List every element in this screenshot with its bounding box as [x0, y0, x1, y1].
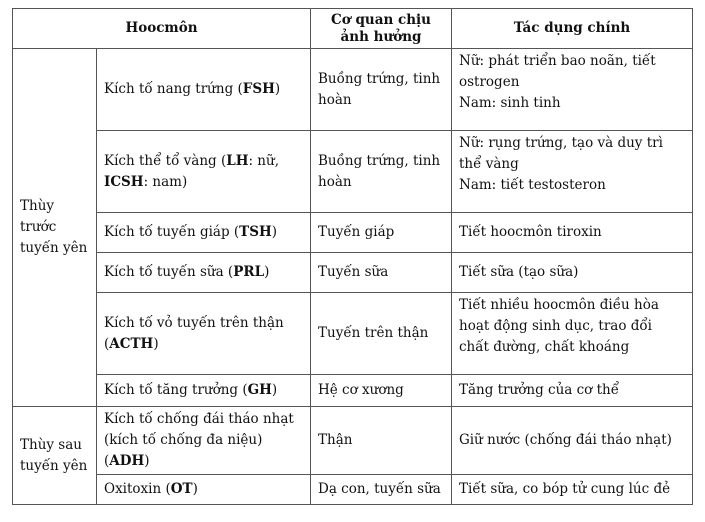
organ-cell: Buồng trứng, tinh hoàn	[311, 131, 452, 213]
organ-cell: Dạ con, tuyến sữa	[311, 475, 452, 505]
effect-cell: Tiết sữa, co bóp tử cung lúc đẻ	[452, 475, 693, 505]
table-row	[13, 131, 693, 213]
hormone-cell: Kích tố nang trứng (FSH)	[97, 49, 311, 131]
hormone-cell: Kích tố tuyến giáp (TSH)	[97, 213, 311, 253]
hormone-abbr: ADH	[109, 453, 145, 469]
header-effect: Tác dụng chính	[452, 9, 693, 49]
header-hormone: Hoocmôn	[13, 9, 311, 49]
hormone-abbr: PRL	[233, 264, 265, 280]
hormone-abbr: TSH	[239, 224, 272, 240]
organ-cell: Tuyến trên thận	[311, 293, 452, 375]
table-row	[13, 375, 693, 407]
hormone-abbr: FSH	[242, 81, 275, 97]
effect-cell: Giữ nước (chống đái tháo nhạt)	[452, 407, 693, 475]
organ-cell: Buồng trứng, tinh hoàn	[311, 49, 452, 131]
hormone-cell: Kích tố chống đái tháo nhạt (kích tố chống đa niệu) (ADH)	[97, 407, 311, 475]
table-row	[13, 475, 693, 505]
table-row	[13, 213, 693, 253]
hormone-cell: Kích tố vỏ tuyến trên thận (ACTH)	[97, 293, 311, 375]
hormone-cell: Oxitoxin (OT)	[97, 475, 311, 505]
table-row	[13, 407, 693, 475]
hormone-cell: Kích thể tổ vàng (LH: nữ, ICSH: nam)	[97, 131, 311, 213]
hormone-cell: Kích tố tăng trưởng (GH)	[97, 375, 311, 407]
group-anterior-pituitary: Thùy trước tuyến yên	[13, 49, 97, 407]
effect-cell: Nữ: phát triển bao noãn, tiết ostrogen Nam: sinh tinh	[452, 49, 693, 131]
hormone-abbr: LH	[226, 152, 249, 169]
hormone-table	[12, 8, 693, 505]
effect-cell: Tiết hoocmôn tiroxin	[452, 213, 693, 253]
hormone-cell: Kích tố tuyến sữa (PRL)	[97, 253, 311, 293]
organ-cell: Tuyến sữa	[311, 253, 452, 293]
table-row	[13, 49, 693, 131]
effect-cell: Nữ: rụng trứng, tạo và duy trì thể vàng Nam: tiết testosteron	[452, 131, 693, 213]
header-organ: Cơ quan chịu ảnh hưởng	[311, 9, 452, 49]
hormone-abbr: GH	[247, 382, 272, 398]
effect-cell: Tiết nhiều hoocmôn điều hòa hoạt động sinh dục, trao đổi chất đường, chất khoáng	[452, 293, 693, 375]
hormone-abbr: ACTH	[109, 335, 154, 352]
table-row	[13, 253, 693, 293]
organ-cell: Hệ cơ xương	[311, 375, 452, 407]
organ-cell: Tuyến giáp	[311, 213, 452, 253]
effect-cell: Tiết sữa (tạo sữa)	[452, 253, 693, 293]
effect-cell: Tăng trưởng của cơ thể	[452, 375, 693, 407]
group-posterior-pituitary: Thùy sau tuyến yên	[13, 407, 97, 505]
hormone-abbr: OT	[170, 481, 193, 497]
header-row	[13, 9, 693, 49]
table-row	[13, 293, 693, 375]
hormone-abbr: ICSH	[104, 173, 144, 190]
organ-cell: Thận	[311, 407, 452, 475]
